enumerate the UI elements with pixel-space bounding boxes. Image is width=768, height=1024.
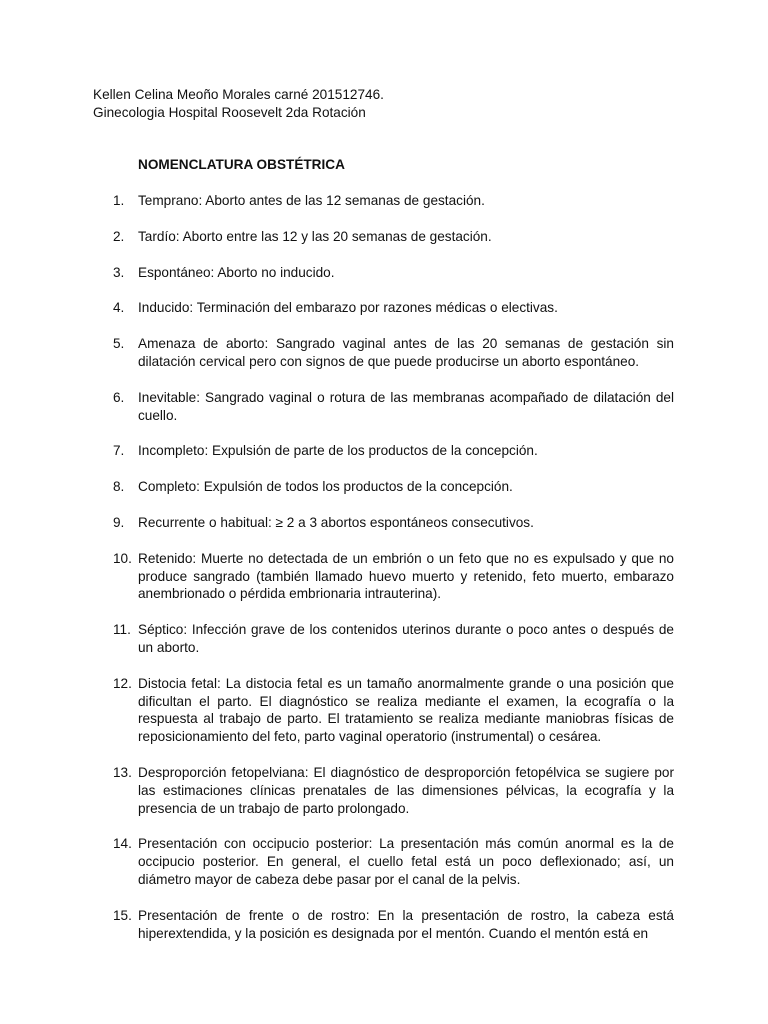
list-item — [113, 442, 674, 460]
list-item — [113, 478, 674, 496]
list-item-text: Recurrente o habitual: ≥ 2 a 3 abortos espontáneos consecutivos. — [138, 514, 534, 530]
list-item — [113, 907, 674, 943]
list-item-text: Inevitable: Sangrado vaginal o rotura de las membranas acompañado de dilatación del cuello. — [138, 389, 674, 423]
list-item-text: Séptico: Infección grave de los contenidos uterinos durante o poco antes o después de un aborto. — [138, 622, 674, 655]
list-item — [113, 764, 674, 817]
document-title: NOMENCLATURA OBSTÉTRICA — [138, 157, 345, 172]
list-item — [113, 264, 674, 282]
list-item-number: 10. — [113, 550, 132, 566]
list-item — [113, 675, 674, 746]
list-item-number: 6. — [113, 389, 125, 405]
document-header — [93, 86, 693, 122]
list-item-text: Temprano: Aborto antes de las 12 semanas de gestación. — [138, 193, 485, 208]
list-item-number: 3. — [113, 264, 125, 280]
list-item-number: 2. — [113, 228, 125, 244]
list-item-text: Incompleto: Expulsión de parte de los productos de la concepción. — [138, 443, 538, 459]
list-item-text: Espontáneo: Aborto no inducido. — [138, 264, 335, 280]
list-item-text: Tardío: Aborto entre las 12 y las 20 semanas de gestación. — [138, 228, 492, 244]
list-item — [113, 835, 674, 888]
list-item-text: Desproporción fetopelviana: El diagnóstico de desproporción fetopélvica se sugiere por las estimaciones clínicas prenatales de las dimensiones pélvicas, la ecografía y la presencia de un trabajo de parto prolongado. — [138, 764, 674, 816]
course-line: Ginecologia Hospital Roosevelt 2da Rotación — [93, 104, 366, 120]
list-item-number: 4. — [113, 300, 125, 316]
nomenclature-list — [113, 192, 674, 942]
list-item — [113, 514, 674, 532]
list-item-number: 7. — [113, 443, 125, 459]
list-item-number: 8. — [113, 479, 125, 495]
list-item — [113, 621, 674, 657]
list-item-text: Inducido: Terminación del embarazo por razones médicas o electivas. — [138, 300, 558, 316]
list-item — [113, 335, 674, 371]
list-item-text: Amenaza de aborto: Sangrado vaginal antes de las 20 semanas de gestación sin dilatación cervical pero con signos de que puede producirse un aborto espontáneo. — [138, 336, 674, 369]
list-item — [113, 192, 674, 210]
list-item-text: Retenido: Muerte no detectada de un embrión o un feto que no es expulsado y que no produce sangrado (también llamado huevo muerto y retenido, feto muerto, embarazo anembrionado o pérdida embrionaria intrauterina). — [138, 550, 674, 602]
list-item-number: 12. — [113, 675, 132, 691]
list-item — [113, 299, 674, 317]
list-item-text: Presentación con occipucio posterior: La presentación más común anormal es la de occipucio posterior. En general, el cuello fetal está un poco deflexionado; así, un diámetro mayor de cabeza debe pasar por el canal de la pelvis. — [138, 836, 674, 887]
list-item-text: Completo: Expulsión de todos los productos de la concepción. — [138, 479, 513, 495]
list-item-text: Presentación de frente o de rostro: En la presentación de rostro, la cabeza está hiperextendida, y la posición es designada por el mentón. Cuando el mentón está en — [138, 907, 674, 941]
list-item — [113, 228, 674, 246]
list-item-number: 14. — [113, 836, 132, 852]
list-item-number: 1. — [113, 193, 125, 208]
author-line: Kellen Celina Meoño Morales carné 201512746. — [93, 87, 384, 102]
list-item-number: 13. — [113, 764, 132, 780]
list-item-text: Distocia fetal: La distocia fetal es un tamaño anormalmente grande o una posición que dificultan el parto. El diagnóstico se realiza mediante el examen, la ecografía o la respuesta al trabajo de parto. El tratamiento se realiza mediante maniobras físicas de reposicionamiento del feto, parto vaginal operatorio (instrumental) o cesárea. — [138, 675, 674, 745]
list-item — [113, 389, 674, 425]
list-item-number: 11. — [113, 622, 131, 638]
list-item — [113, 550, 674, 603]
list-item-number: 9. — [113, 514, 125, 530]
list-item-number: 15. — [113, 907, 132, 923]
list-item-number: 5. — [113, 336, 125, 352]
